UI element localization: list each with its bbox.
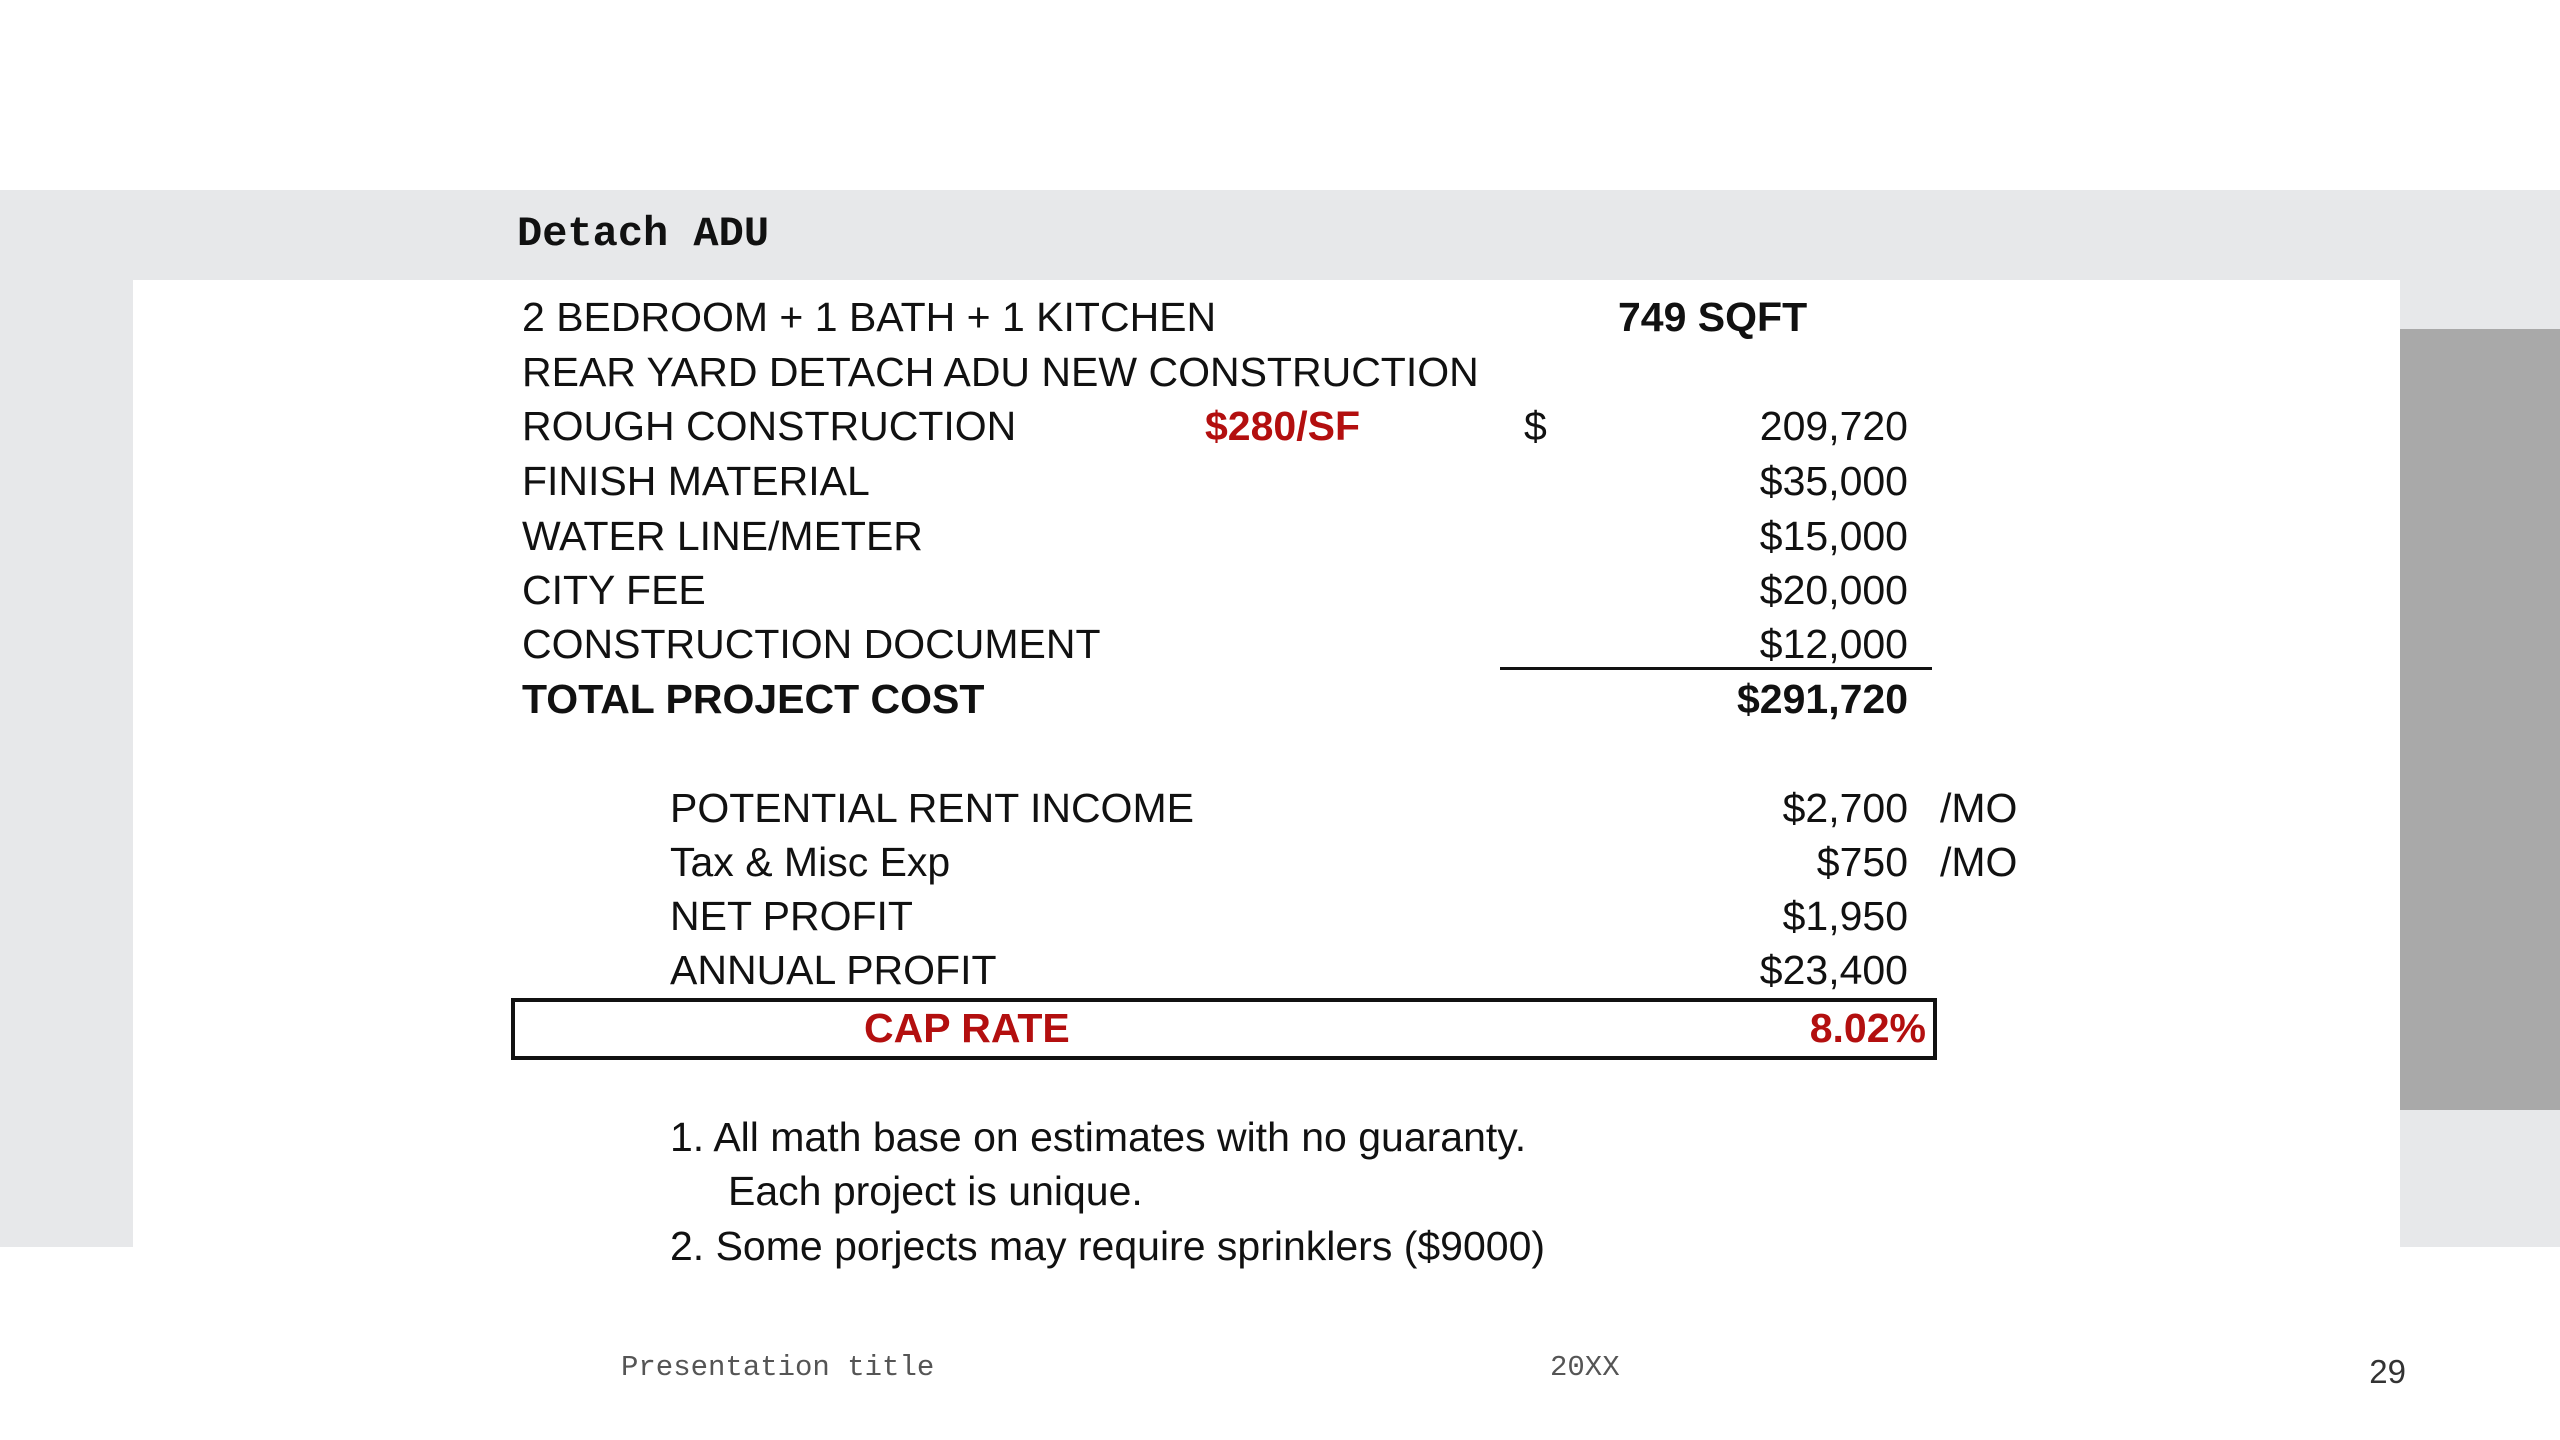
income-amount: $1,950 xyxy=(1782,893,1908,939)
square-footage: 749 SQFT xyxy=(1618,294,1808,340)
cost-label: FINISH MATERIAL xyxy=(522,458,870,504)
cost-label: CITY FEE xyxy=(522,567,706,613)
unit-description: 2 BEDROOM + 1 BATH + 1 KITCHEN xyxy=(522,294,1217,340)
currency-symbol: $ xyxy=(1524,403,1547,449)
cost-label: WATER LINE/METER xyxy=(522,513,923,559)
cost-label: CONSTRUCTION DOCUMENT xyxy=(522,621,1101,667)
income-unit: /MO xyxy=(1940,785,2018,831)
income-amount: $750 xyxy=(1816,839,1908,885)
rough-construction-rate: $280/SF xyxy=(1205,403,1360,449)
total-cost-amount: $291,720 xyxy=(1736,676,1908,722)
income-label: ANNUAL PROFIT xyxy=(670,947,997,993)
slide-title: Detach ADU xyxy=(517,210,770,258)
subtotal-rule xyxy=(1500,667,1932,670)
cost-amount: $12,000 xyxy=(1759,621,1908,667)
cost-amount: $35,000 xyxy=(1759,458,1908,504)
income-amount: $23,400 xyxy=(1759,947,1908,993)
income-label: NET PROFIT xyxy=(670,893,913,939)
cost-amount: $20,000 xyxy=(1759,567,1908,613)
rough-construction-label: ROUGH CONSTRUCTION xyxy=(522,403,1017,449)
disclaimer-note: 1. All math base on estimates with no guaranty. xyxy=(670,1114,1527,1160)
disclaimer-note: Each project is unique. xyxy=(728,1168,1143,1214)
footer-presentation-title: Presentation title xyxy=(621,1351,935,1384)
disclaimer-note: 2. Some porjects may require sprinklers ($9000) xyxy=(670,1223,1546,1269)
cap-rate-label: CAP RATE xyxy=(864,1005,1070,1051)
cost-amount: $15,000 xyxy=(1759,513,1908,559)
income-label: Tax & Misc Exp xyxy=(670,839,951,885)
cap-rate-value: 8.02% xyxy=(1809,1005,1926,1051)
page-number: 29 xyxy=(2369,1353,2406,1390)
rough-construction-amount: 209,720 xyxy=(1759,403,1908,449)
total-cost-label: TOTAL PROJECT COST xyxy=(522,676,985,722)
income-amount: $2,700 xyxy=(1782,785,1908,831)
income-label: POTENTIAL RENT INCOME xyxy=(670,785,1194,831)
footer-date: 20XX xyxy=(1550,1351,1620,1384)
project-subtitle: REAR YARD DETACH ADU NEW CONSTRUCTION xyxy=(522,349,1479,395)
income-unit: /MO xyxy=(1940,839,2018,885)
